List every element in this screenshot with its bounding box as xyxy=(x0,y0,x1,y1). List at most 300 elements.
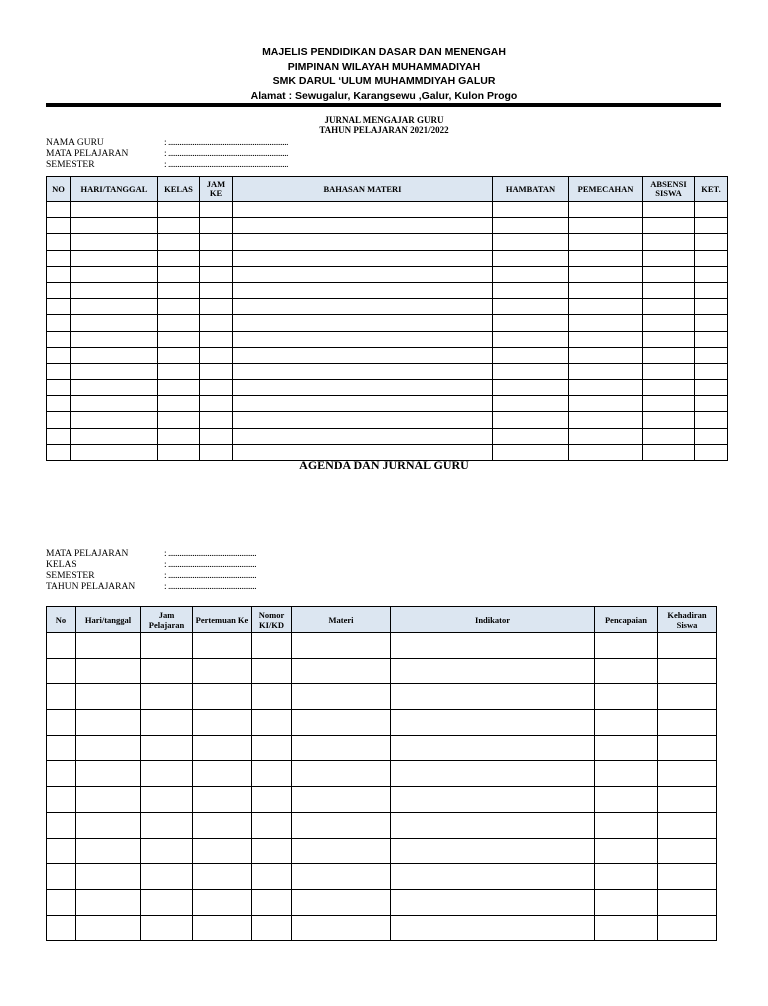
table-cell[interactable] xyxy=(158,412,200,428)
table-cell[interactable] xyxy=(493,250,569,266)
table-cell[interactable] xyxy=(71,234,158,250)
column-header: Materi xyxy=(292,607,391,633)
field-label: NAMA GURU xyxy=(46,138,104,148)
table-cell[interactable] xyxy=(233,396,493,412)
table-cell[interactable] xyxy=(595,812,658,838)
table-cell[interactable] xyxy=(47,658,76,684)
journal-table-row xyxy=(47,331,728,347)
table-cell[interactable] xyxy=(569,299,643,315)
table-cell[interactable] xyxy=(569,282,643,298)
table-cell[interactable] xyxy=(493,282,569,298)
table-cell[interactable] xyxy=(643,347,695,363)
agenda-table-row xyxy=(47,864,717,890)
table-cell[interactable] xyxy=(595,633,658,659)
table-cell[interactable] xyxy=(292,889,391,915)
journal-heading xyxy=(0,115,768,135)
agenda-table-row xyxy=(47,735,717,761)
table-cell[interactable] xyxy=(233,315,493,331)
table-cell[interactable] xyxy=(252,812,292,838)
table-cell[interactable] xyxy=(658,889,717,915)
table-cell[interactable] xyxy=(141,915,193,941)
journal-title: JURNAL MENGAJAR GURU xyxy=(324,115,444,125)
table-cell[interactable] xyxy=(695,396,728,412)
field-label: MATA PELAJARAN xyxy=(46,549,129,559)
table-cell[interactable] xyxy=(595,658,658,684)
table-cell[interactable] xyxy=(658,915,717,941)
table-cell[interactable] xyxy=(252,864,292,890)
table-cell[interactable] xyxy=(71,282,158,298)
table-cell[interactable] xyxy=(193,761,252,787)
table-cell[interactable] xyxy=(493,315,569,331)
table-cell[interactable] xyxy=(391,812,595,838)
table-cell[interactable] xyxy=(47,282,71,298)
table-cell[interactable] xyxy=(193,787,252,813)
table-cell[interactable] xyxy=(695,363,728,379)
table-cell[interactable] xyxy=(200,347,233,363)
table-cell[interactable] xyxy=(47,761,76,787)
table-cell[interactable] xyxy=(595,915,658,941)
table-cell[interactable] xyxy=(493,266,569,282)
table-cell[interactable] xyxy=(233,282,493,298)
table-cell[interactable] xyxy=(71,218,158,234)
table-cell[interactable] xyxy=(158,428,200,444)
table-cell[interactable] xyxy=(200,412,233,428)
letterhead-line-3: SMK DARUL ‘ULUM MUHAMMDIYAH GALUR xyxy=(272,75,496,87)
table-cell[interactable] xyxy=(569,396,643,412)
table-cell[interactable] xyxy=(71,250,158,266)
field-blank: : ................................................................ xyxy=(164,149,289,159)
table-cell[interactable] xyxy=(569,331,643,347)
table-cell[interactable] xyxy=(658,684,717,710)
table-cell[interactable] xyxy=(695,412,728,428)
table-cell[interactable] xyxy=(47,735,76,761)
table-cell[interactable] xyxy=(200,396,233,412)
column-header: KET. xyxy=(695,177,728,202)
table-cell[interactable] xyxy=(643,363,695,379)
table-cell[interactable] xyxy=(292,838,391,864)
journal-table-row xyxy=(47,266,728,282)
letterhead-line-1: MAJELIS PENDIDIKAN DASAR DAN MENENGAH xyxy=(262,46,506,58)
journal-subtitle: TAHUN PELAJARAN 2021/2022 xyxy=(319,125,449,135)
journal-table-row xyxy=(47,299,728,315)
table-cell[interactable] xyxy=(47,331,71,347)
table-cell[interactable] xyxy=(47,889,76,915)
table-cell[interactable] xyxy=(141,812,193,838)
field-mata-pelajaran xyxy=(46,549,256,560)
table-cell[interactable] xyxy=(76,838,141,864)
table-cell[interactable] xyxy=(292,915,391,941)
table-cell[interactable] xyxy=(193,658,252,684)
table-cell[interactable] xyxy=(643,331,695,347)
table-cell[interactable] xyxy=(158,363,200,379)
table-cell[interactable] xyxy=(252,633,292,659)
table-cell[interactable] xyxy=(595,889,658,915)
table-cell[interactable] xyxy=(695,315,728,331)
table-cell[interactable] xyxy=(233,266,493,282)
agenda-table-row xyxy=(47,812,717,838)
table-cell[interactable] xyxy=(158,347,200,363)
table-cell[interactable] xyxy=(569,266,643,282)
table-cell[interactable] xyxy=(643,234,695,250)
letterhead-divider xyxy=(46,103,721,107)
agenda-table xyxy=(46,606,717,941)
table-cell[interactable] xyxy=(193,735,252,761)
table-cell[interactable] xyxy=(141,889,193,915)
table-cell[interactable] xyxy=(391,710,595,736)
table-cell[interactable] xyxy=(71,315,158,331)
table-cell[interactable] xyxy=(252,658,292,684)
table-cell[interactable] xyxy=(71,396,158,412)
table-cell[interactable] xyxy=(252,761,292,787)
table-cell[interactable] xyxy=(643,428,695,444)
table-cell[interactable] xyxy=(391,915,595,941)
agenda-table-header xyxy=(47,607,717,633)
table-cell[interactable] xyxy=(292,633,391,659)
table-cell[interactable] xyxy=(391,787,595,813)
table-cell[interactable] xyxy=(141,658,193,684)
table-cell[interactable] xyxy=(643,282,695,298)
table-cell[interactable] xyxy=(233,218,493,234)
table-cell[interactable] xyxy=(695,218,728,234)
table-cell[interactable] xyxy=(200,380,233,396)
journal-table-row xyxy=(47,428,728,444)
table-cell[interactable] xyxy=(695,266,728,282)
table-cell[interactable] xyxy=(158,331,200,347)
agenda-table-row xyxy=(47,889,717,915)
column-header: KELAS xyxy=(158,177,200,202)
journal-info-fields xyxy=(46,138,288,171)
table-cell[interactable] xyxy=(233,428,493,444)
table-cell[interactable] xyxy=(391,838,595,864)
table-cell[interactable] xyxy=(200,428,233,444)
table-cell[interactable] xyxy=(200,202,233,218)
table-cell[interactable] xyxy=(695,282,728,298)
table-cell[interactable] xyxy=(292,864,391,890)
table-cell[interactable] xyxy=(493,412,569,428)
field-blank: : ............................................... xyxy=(164,582,257,592)
table-cell[interactable] xyxy=(252,787,292,813)
table-cell[interactable] xyxy=(658,864,717,890)
agenda-table-row xyxy=(47,915,717,941)
table-cell[interactable] xyxy=(47,363,71,379)
agenda-info-fields xyxy=(46,549,256,593)
table-cell[interactable] xyxy=(233,412,493,428)
table-cell[interactable] xyxy=(643,202,695,218)
table-cell[interactable] xyxy=(233,202,493,218)
table-cell[interactable] xyxy=(200,282,233,298)
table-cell[interactable] xyxy=(76,812,141,838)
table-cell[interactable] xyxy=(391,889,595,915)
table-cell[interactable] xyxy=(158,380,200,396)
table-cell[interactable] xyxy=(76,915,141,941)
table-cell[interactable] xyxy=(643,250,695,266)
field-nama-guru xyxy=(46,138,288,149)
table-cell[interactable] xyxy=(47,787,76,813)
table-cell[interactable] xyxy=(695,250,728,266)
table-cell[interactable] xyxy=(141,838,193,864)
table-cell[interactable] xyxy=(643,380,695,396)
table-cell[interactable] xyxy=(292,761,391,787)
table-cell[interactable] xyxy=(76,889,141,915)
table-cell[interactable] xyxy=(595,787,658,813)
table-cell[interactable] xyxy=(658,710,717,736)
column-header: BAHASAN MATERI xyxy=(233,177,493,202)
table-cell[interactable] xyxy=(595,761,658,787)
table-cell[interactable] xyxy=(47,864,76,890)
table-cell[interactable] xyxy=(76,684,141,710)
table-cell[interactable] xyxy=(47,812,76,838)
table-cell[interactable] xyxy=(493,234,569,250)
table-cell[interactable] xyxy=(569,428,643,444)
table-cell[interactable] xyxy=(71,266,158,282)
table-cell[interactable] xyxy=(292,684,391,710)
agenda-title: AGENDA DAN JURNAL GURU xyxy=(299,458,469,472)
table-cell[interactable] xyxy=(158,234,200,250)
table-cell[interactable] xyxy=(391,633,595,659)
field-blank: : ................................................................ xyxy=(164,160,289,170)
table-cell[interactable] xyxy=(493,299,569,315)
column-header: Nomor KI/KD xyxy=(252,607,292,633)
table-cell[interactable] xyxy=(233,299,493,315)
table-cell[interactable] xyxy=(71,363,158,379)
field-semester xyxy=(46,160,288,171)
table-cell[interactable] xyxy=(193,864,252,890)
table-cell[interactable] xyxy=(47,915,76,941)
table-cell[interactable] xyxy=(658,812,717,838)
column-header: Pertemuan Ke xyxy=(193,607,252,633)
table-cell[interactable] xyxy=(569,218,643,234)
table-cell[interactable] xyxy=(292,658,391,684)
table-cell[interactable] xyxy=(292,812,391,838)
table-cell[interactable] xyxy=(76,735,141,761)
table-cell[interactable] xyxy=(47,710,76,736)
table-cell[interactable] xyxy=(47,315,71,331)
table-cell[interactable] xyxy=(658,633,717,659)
table-cell[interactable] xyxy=(391,658,595,684)
column-header: Pencapaian xyxy=(595,607,658,633)
agenda-table-row xyxy=(47,684,717,710)
agenda-table-row xyxy=(47,710,717,736)
table-cell[interactable] xyxy=(47,838,76,864)
table-cell[interactable] xyxy=(193,812,252,838)
table-cell[interactable] xyxy=(595,710,658,736)
table-cell[interactable] xyxy=(200,234,233,250)
table-cell[interactable] xyxy=(595,684,658,710)
table-cell[interactable] xyxy=(695,347,728,363)
table-cell[interactable] xyxy=(643,218,695,234)
table-cell[interactable] xyxy=(252,735,292,761)
table-cell[interactable] xyxy=(141,864,193,890)
table-cell[interactable] xyxy=(158,266,200,282)
field-label: SEMESTER xyxy=(46,160,95,170)
table-cell[interactable] xyxy=(233,331,493,347)
field-blank: : ............................................... xyxy=(164,560,257,570)
table-cell[interactable] xyxy=(658,838,717,864)
table-cell[interactable] xyxy=(71,299,158,315)
table-cell[interactable] xyxy=(193,710,252,736)
table-cell[interactable] xyxy=(47,266,71,282)
journal-table-row xyxy=(47,202,728,218)
table-cell[interactable] xyxy=(658,735,717,761)
table-cell[interactable] xyxy=(141,735,193,761)
table-cell[interactable] xyxy=(158,315,200,331)
table-cell[interactable] xyxy=(391,684,595,710)
table-cell[interactable] xyxy=(569,202,643,218)
table-cell[interactable] xyxy=(493,347,569,363)
table-cell[interactable] xyxy=(76,710,141,736)
table-cell[interactable] xyxy=(695,299,728,315)
table-cell[interactable] xyxy=(595,838,658,864)
table-cell[interactable] xyxy=(643,266,695,282)
table-cell[interactable] xyxy=(158,250,200,266)
table-cell[interactable] xyxy=(695,331,728,347)
table-cell[interactable] xyxy=(233,347,493,363)
table-cell[interactable] xyxy=(233,363,493,379)
table-cell[interactable] xyxy=(695,234,728,250)
journal-table-header xyxy=(47,177,728,202)
table-cell[interactable] xyxy=(569,250,643,266)
table-cell[interactable] xyxy=(252,889,292,915)
table-cell[interactable] xyxy=(233,250,493,266)
table-cell[interactable] xyxy=(76,787,141,813)
column-header: Kehadiran Siswa xyxy=(658,607,717,633)
table-cell[interactable] xyxy=(493,428,569,444)
table-cell[interactable] xyxy=(141,761,193,787)
table-cell[interactable] xyxy=(141,787,193,813)
table-cell[interactable] xyxy=(47,633,76,659)
field-blank: : ................................................................ xyxy=(164,138,289,148)
table-cell[interactable] xyxy=(252,684,292,710)
table-cell[interactable] xyxy=(292,787,391,813)
journal-table-row xyxy=(47,234,728,250)
table-cell[interactable] xyxy=(76,864,141,890)
table-cell[interactable] xyxy=(141,633,193,659)
table-cell[interactable] xyxy=(695,380,728,396)
table-cell[interactable] xyxy=(569,412,643,428)
table-cell[interactable] xyxy=(47,380,71,396)
table-cell[interactable] xyxy=(569,234,643,250)
table-cell[interactable] xyxy=(47,412,71,428)
table-cell[interactable] xyxy=(193,889,252,915)
table-cell[interactable] xyxy=(76,761,141,787)
table-cell[interactable] xyxy=(158,282,200,298)
table-cell[interactable] xyxy=(200,218,233,234)
table-cell[interactable] xyxy=(193,684,252,710)
table-cell[interactable] xyxy=(76,658,141,684)
table-cell[interactable] xyxy=(47,234,71,250)
table-cell[interactable] xyxy=(695,202,728,218)
table-cell[interactable] xyxy=(493,380,569,396)
table-cell[interactable] xyxy=(200,266,233,282)
table-cell[interactable] xyxy=(493,218,569,234)
table-cell[interactable] xyxy=(193,633,252,659)
table-cell[interactable] xyxy=(292,710,391,736)
table-cell[interactable] xyxy=(158,218,200,234)
table-cell[interactable] xyxy=(200,315,233,331)
table-cell[interactable] xyxy=(200,250,233,266)
table-cell[interactable] xyxy=(391,735,595,761)
table-cell[interactable] xyxy=(252,710,292,736)
letterhead xyxy=(0,45,768,103)
field-label: TAHUN PELAJARAN xyxy=(46,582,136,592)
table-cell[interactable] xyxy=(200,331,233,347)
column-header: HAMBATAN xyxy=(493,177,569,202)
journal-table xyxy=(46,176,728,461)
table-cell[interactable] xyxy=(569,380,643,396)
journal-table-row xyxy=(47,347,728,363)
table-cell[interactable] xyxy=(569,315,643,331)
table-cell[interactable] xyxy=(158,299,200,315)
table-cell[interactable] xyxy=(76,633,141,659)
table-cell[interactable] xyxy=(643,315,695,331)
table-cell[interactable] xyxy=(193,838,252,864)
table-cell[interactable] xyxy=(71,380,158,396)
table-cell[interactable] xyxy=(252,838,292,864)
table-cell[interactable] xyxy=(643,396,695,412)
table-cell[interactable] xyxy=(658,787,717,813)
table-cell[interactable] xyxy=(200,299,233,315)
table-cell[interactable] xyxy=(47,347,71,363)
table-cell[interactable] xyxy=(643,299,695,315)
table-cell[interactable] xyxy=(47,428,71,444)
column-header: Hari/tanggal xyxy=(76,607,141,633)
table-cell[interactable] xyxy=(141,710,193,736)
table-cell[interactable] xyxy=(493,202,569,218)
table-cell[interactable] xyxy=(47,218,71,234)
table-cell[interactable] xyxy=(569,347,643,363)
table-cell[interactable] xyxy=(47,250,71,266)
column-header: Indikator xyxy=(391,607,595,633)
field-mata-pelajaran xyxy=(46,149,288,160)
table-cell[interactable] xyxy=(391,761,595,787)
table-cell[interactable] xyxy=(47,684,76,710)
table-cell[interactable] xyxy=(252,915,292,941)
table-cell[interactable] xyxy=(47,299,71,315)
journal-table-row xyxy=(47,380,728,396)
table-cell[interactable] xyxy=(141,684,193,710)
table-cell[interactable] xyxy=(658,761,717,787)
table-cell[interactable] xyxy=(233,234,493,250)
table-cell[interactable] xyxy=(595,864,658,890)
column-header: No xyxy=(47,607,76,633)
table-cell[interactable] xyxy=(47,202,71,218)
table-cell[interactable] xyxy=(47,396,71,412)
table-cell[interactable] xyxy=(569,363,643,379)
table-cell[interactable] xyxy=(233,380,493,396)
table-cell[interactable] xyxy=(71,347,158,363)
table-cell[interactable] xyxy=(391,864,595,890)
table-cell[interactable] xyxy=(493,331,569,347)
table-cell[interactable] xyxy=(158,396,200,412)
field-semester xyxy=(46,571,256,582)
table-cell[interactable] xyxy=(695,428,728,444)
table-cell[interactable] xyxy=(292,735,391,761)
table-cell[interactable] xyxy=(200,363,233,379)
table-cell[interactable] xyxy=(71,412,158,428)
table-cell[interactable] xyxy=(158,202,200,218)
table-cell[interactable] xyxy=(71,331,158,347)
table-cell[interactable] xyxy=(493,363,569,379)
field-blank: : ............................................... xyxy=(164,571,257,581)
table-cell[interactable] xyxy=(658,658,717,684)
table-cell[interactable] xyxy=(71,428,158,444)
table-cell[interactable] xyxy=(643,412,695,428)
table-cell[interactable] xyxy=(193,915,252,941)
table-cell[interactable] xyxy=(595,735,658,761)
table-cell[interactable] xyxy=(493,396,569,412)
table-cell[interactable] xyxy=(71,202,158,218)
journal-table-body xyxy=(47,202,728,461)
